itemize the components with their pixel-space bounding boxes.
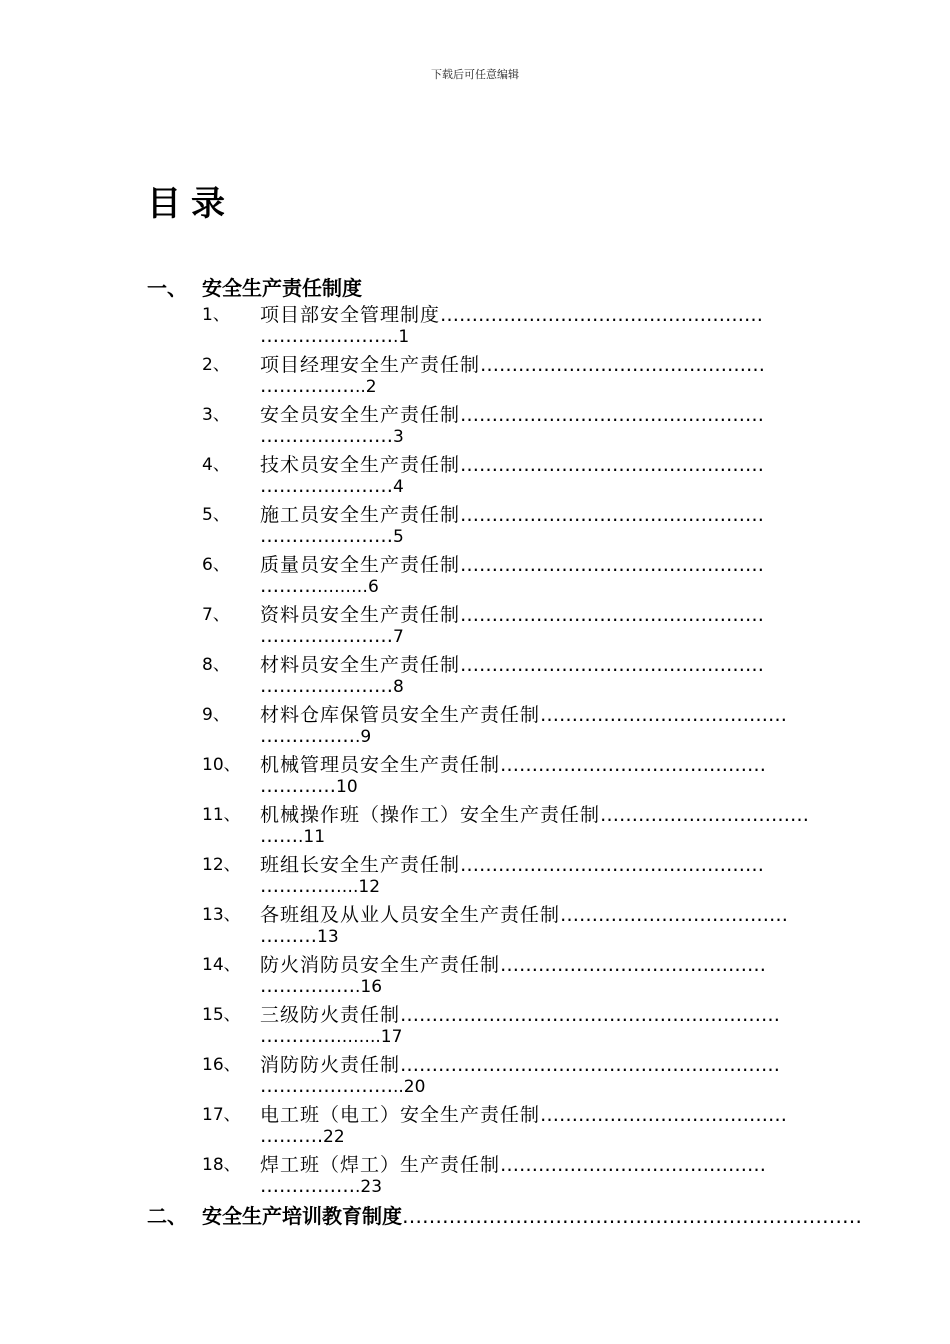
toc-item-continuation: [260, 675, 806, 697]
toc-item-continuation: [260, 825, 806, 847]
toc-item-line: [260, 900, 806, 927]
toc-item-line: [260, 1100, 806, 1127]
dot-leader: …………: [260, 1025, 336, 1047]
toc-item[interactable]: [0, 500, 950, 550]
dot-leader: ……….: [260, 1125, 324, 1147]
dot-leader: …………………………………………: [460, 554, 765, 576]
toc-item-title: 质量员安全生产责任制: [260, 554, 461, 576]
toc-item[interactable]: [0, 950, 950, 1000]
toc-item-number: 12、: [202, 855, 241, 875]
toc-item-number: 1、: [202, 305, 230, 325]
toc-item-page: 7: [393, 627, 404, 647]
toc-item-number: 10、: [202, 755, 241, 775]
toc-item-number: 11、: [202, 805, 241, 825]
toc-item-title: 电工班（电工）安全生产责任制: [260, 1104, 541, 1126]
toc-item[interactable]: [0, 550, 950, 600]
toc-item[interactable]: [0, 700, 950, 750]
dot-leader: …………………: [260, 625, 393, 647]
toc-item-number: 2、: [202, 355, 230, 375]
dot-leader: …………………………………………: [460, 604, 765, 626]
toc-item-number: 8、: [202, 655, 230, 675]
toc-item-page: .11: [298, 827, 326, 847]
section-number: 一、: [147, 276, 187, 300]
header-note: 下载后可任意编辑: [431, 68, 519, 81]
toc-item-title: 材料员安全生产责任制: [260, 654, 461, 676]
toc-item-number: 5、: [202, 505, 230, 525]
toc-item-continuation: [260, 975, 806, 997]
toc-item-page: 22: [323, 1127, 345, 1147]
toc-item-page: ….12: [336, 877, 381, 897]
toc-item-title: 资料员安全生产责任制: [260, 604, 461, 626]
toc-item-page: ..2: [355, 377, 377, 397]
toc-item-continuation: [260, 475, 806, 497]
toc-item[interactable]: [0, 900, 950, 950]
toc-item-line: [260, 700, 806, 727]
dot-leader: …………………: [260, 325, 393, 347]
toc-item-line: [260, 450, 806, 477]
toc-item[interactable]: [0, 650, 950, 700]
toc-section-1-items: [0, 300, 950, 1200]
toc-item-line: [260, 650, 806, 677]
toc-item-continuation: [260, 875, 806, 897]
dot-leader: …………………………………………: [460, 854, 765, 876]
toc-item-title: 项目经理安全生产责任制: [260, 354, 481, 376]
dot-leader: …………………: [260, 675, 393, 697]
toc-item-page: 10: [336, 777, 358, 797]
dot-leader: ………: [260, 575, 317, 597]
dot-leader: ………: [260, 925, 317, 947]
toc-item-continuation: [260, 1125, 806, 1147]
toc-item[interactable]: [0, 750, 950, 800]
toc-item-continuation: [260, 425, 806, 447]
dot-leader: ……………………………………………………: [400, 1004, 781, 1026]
toc-item-number: 13、: [202, 905, 241, 925]
toc-item-title: 三级防火责任制: [260, 1004, 401, 1026]
toc-item-continuation: [260, 325, 806, 347]
dot-leader: ………………………………………: [480, 354, 766, 376]
toc-item-title: 焊工班（焊工）生产责任制: [260, 1154, 501, 1176]
toc-item[interactable]: [0, 800, 950, 850]
dot-leader: …………………: [260, 525, 393, 547]
toc-item-page: ..20: [393, 1077, 426, 1097]
dot-leader: ……………………………………………………………: [402, 1204, 862, 1228]
dot-leader: ……………: [260, 375, 355, 397]
toc-item-title: 机械操作班（操作工）安全生产责任制: [260, 804, 601, 826]
dot-leader: …………………………………: [540, 704, 788, 726]
toc-item-number: 3、: [202, 405, 230, 425]
toc-item-page: 13: [317, 927, 339, 947]
toc-item-continuation: [260, 1025, 806, 1047]
toc-item-number: 4、: [202, 455, 230, 475]
dot-leader: …………………………………: [540, 1104, 788, 1126]
toc-item-continuation: [260, 725, 806, 747]
toc-item-title: 技术员安全生产责任制: [260, 454, 461, 476]
dot-leader: ……………………………………………: [440, 304, 764, 326]
toc-item-page: .23: [355, 1177, 383, 1197]
toc-item-number: 14、: [202, 955, 241, 975]
dot-leader: ……………………………………: [500, 954, 767, 976]
toc-item-line: [260, 400, 806, 427]
toc-item[interactable]: [0, 1100, 950, 1150]
toc-item[interactable]: [0, 1000, 950, 1050]
toc-item-number: 9、: [202, 705, 230, 725]
toc-item-title: 消防防火责任制: [260, 1054, 401, 1076]
dot-leader: ……………………………: [600, 804, 810, 826]
toc-item-line: [260, 350, 806, 377]
toc-item-line: [260, 800, 810, 827]
toc-item-number: 15、: [202, 1005, 241, 1025]
toc-item-number: 7、: [202, 605, 230, 625]
toc-item[interactable]: [0, 1050, 950, 1100]
toc-item-number: 16、: [202, 1055, 241, 1075]
toc-item-line: [260, 750, 806, 777]
section-title-line: [202, 1200, 862, 1229]
dot-leader: …………………………………………: [460, 504, 765, 526]
toc-item-title: 施工员安全生产责任制: [260, 504, 461, 526]
toc-item-title: 材料仓库保管员安全生产责任制: [260, 704, 541, 726]
dot-leader: …………………………………………: [460, 654, 765, 676]
toc-item-page: .16: [355, 977, 383, 997]
toc-item[interactable]: [0, 850, 950, 900]
toc-item[interactable]: [0, 1150, 950, 1200]
toc-item[interactable]: [0, 300, 950, 350]
toc-item-title: 安全员安全生产责任制: [260, 404, 461, 426]
dot-leader: ……: [260, 825, 298, 847]
toc-item-page: 3: [393, 427, 404, 447]
toc-item-line: [260, 1150, 806, 1177]
toc-item[interactable]: [0, 450, 950, 500]
section-number: 二、: [147, 1204, 187, 1228]
dot-leader: ……………: [260, 975, 355, 997]
dot-leader: …………………: [260, 1075, 393, 1097]
dot-leader: ……………………………………………………: [400, 1054, 781, 1076]
toc-item-continuation: [260, 375, 806, 397]
toc-section-2[interactable]: [0, 1200, 950, 1228]
dot-leader: …………: [260, 775, 336, 797]
toc-item-line: [260, 500, 806, 527]
toc-item-page: 4: [393, 477, 404, 497]
toc-item-continuation: [260, 1175, 806, 1197]
toc-item-continuation: [260, 775, 806, 797]
dot-leader: …………………: [260, 425, 393, 447]
section-title: 安全生产责任制度: [202, 276, 362, 300]
toc-item-continuation: [260, 575, 806, 597]
table-of-contents: [0, 272, 950, 1228]
toc-item-number: 6、: [202, 555, 230, 575]
toc-item-line: [260, 1050, 806, 1077]
toc-item-number: 17、: [202, 1105, 241, 1125]
dot-leader: …………………………………………: [460, 404, 765, 426]
dot-leader: …………………………………………: [460, 454, 765, 476]
toc-item-title: 机械管理员安全生产责任制: [260, 754, 501, 776]
toc-item-line: [260, 1000, 806, 1027]
toc-item-title: 班组长安全生产责任制: [260, 854, 461, 876]
toc-item-page: ……..17: [336, 1027, 403, 1047]
toc-item-page: ………6: [317, 577, 379, 597]
toc-item-line: [260, 850, 806, 877]
toc-item-line: [260, 300, 806, 327]
toc-item-line: [260, 600, 806, 627]
dot-leader: ……………………………………: [500, 1154, 767, 1176]
dot-leader: ……………: [260, 725, 355, 747]
toc-item[interactable]: [0, 600, 950, 650]
toc-item-line: [260, 950, 806, 977]
toc-item-line: [260, 550, 806, 577]
toc-item-title: 项目部安全管理制度: [260, 304, 441, 326]
toc-item-continuation: [260, 925, 806, 947]
document-title: 目录: [147, 184, 235, 224]
toc-item-title: 防火消防员安全生产责任制: [260, 954, 501, 976]
dot-leader: ……………………………………: [500, 754, 767, 776]
dot-leader: …………………: [260, 475, 393, 497]
toc-item-page: 8: [393, 677, 404, 697]
dot-leader: ……………: [260, 1175, 355, 1197]
dot-leader: ………………………………: [560, 904, 789, 926]
dot-leader: …………: [260, 875, 336, 897]
toc-item-continuation: [260, 1075, 806, 1097]
toc-item-continuation: [260, 525, 806, 547]
toc-item-page: 5: [393, 527, 404, 547]
toc-item-title: 各班组及从业人员安全生产责任制: [260, 904, 561, 926]
toc-section-1[interactable]: [0, 272, 950, 300]
toc-item[interactable]: [0, 350, 950, 400]
toc-item[interactable]: [0, 400, 950, 450]
toc-item-page: .1: [393, 327, 410, 347]
toc-item-page: .9: [355, 727, 372, 747]
toc-item-continuation: [260, 625, 806, 647]
section-title: 安全生产培训教育制度: [202, 1204, 402, 1228]
toc-item-number: 18、: [202, 1155, 241, 1175]
